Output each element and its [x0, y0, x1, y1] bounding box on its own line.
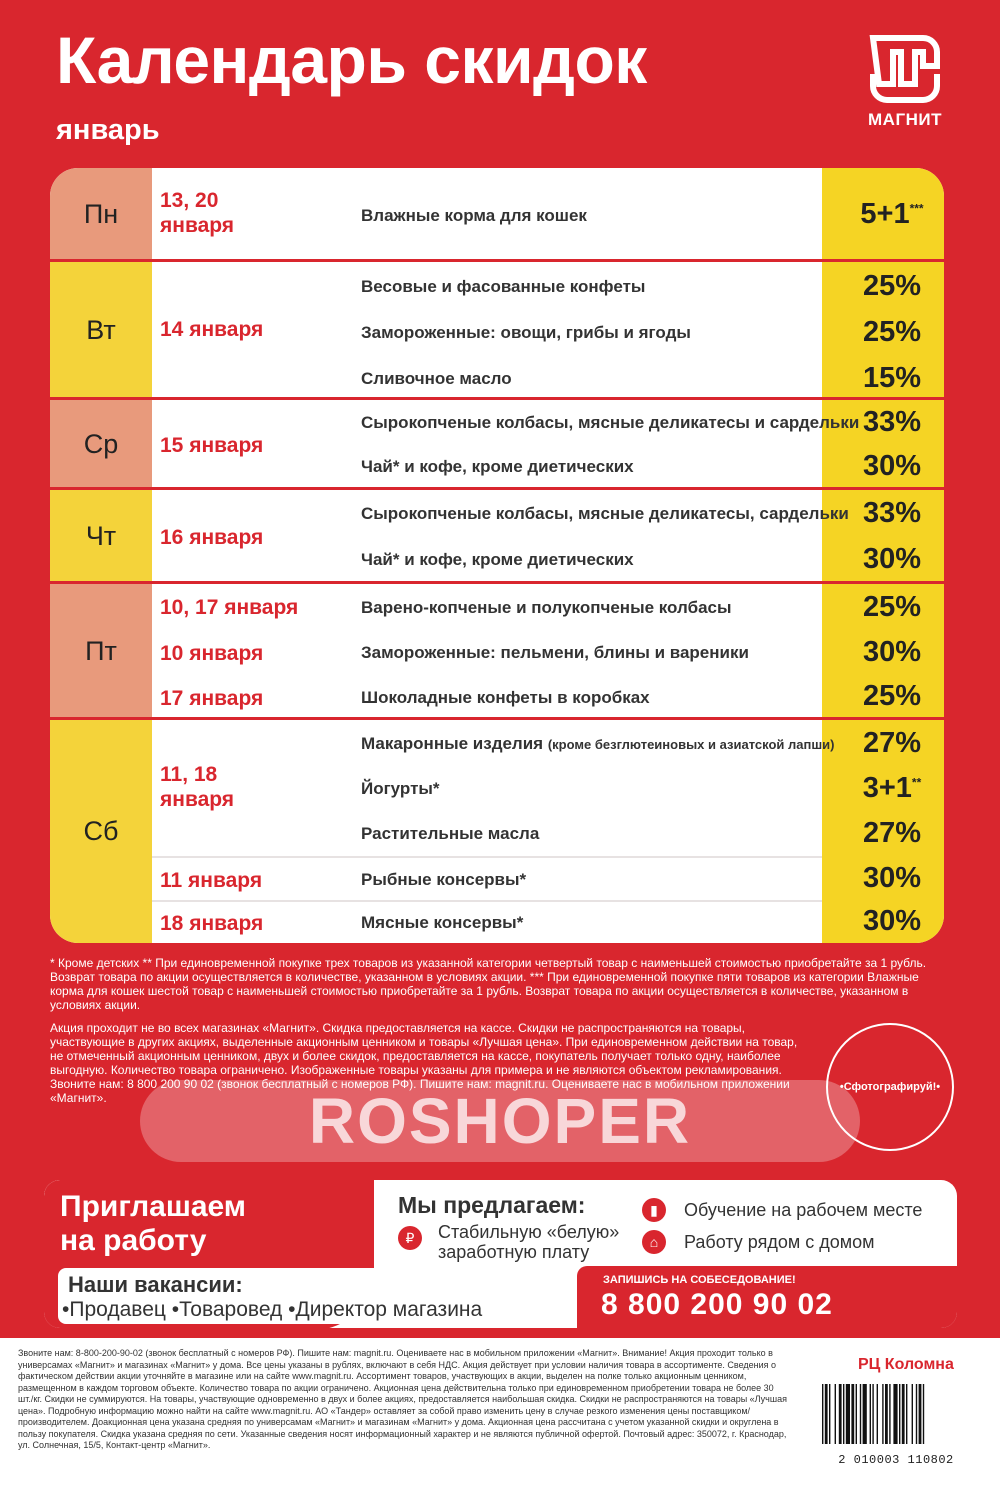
row-discount: 25%	[862, 591, 922, 623]
region-label: РЦ Коломна	[858, 1356, 954, 1373]
day-monday: Пн	[50, 168, 152, 260]
offer-nearby: Работу рядом с домом	[684, 1232, 875, 1252]
salary-icon: ₽	[398, 1226, 422, 1250]
row-product: Растительные масла	[361, 824, 540, 843]
legal-text: Звоните нам: 8-800-200-90-02 (звонок бесплатный с номеров РФ). Пишите нам: magnit.ru. Оцениваете нас в мобильном приложении «Магнит». Внимание! Акция проходит только в универсамах «Магнит» и магазинах «Магнит» у дома. Все цены указаны в рублях, включают в себя НДС. Акция действует при условии наличия товара в ассортименте. Сведения о фактическом действии акции уточняйте в магазине или на сайте www.magnit.ru. Ассортимент товаров, участвующих в акции, выделен на полке только акционным ценником, размещенном в каждом торговом объекте. Количество товара по акции ограничено. Акционная цена действительна только при единовременном приобретении товара не более 30 шт./кг. Скидки не суммируются. На товары, участвующие одновременно в двух и более акциях, предоставляется наибольшая скидка. Скидки не распространяются на товары «Лучшая цена». Подробную информацию можно найти на сайте www.magnit.ru. АО «Тандер» оставляет за собой право изменить цену в случае резкого изменения цены поставщиком/производителем. Доакционная цена указана средняя по универсамам «Магнит» и магазинам «Магнит» у дома. Акционная цена рассчитана с учетом указанной скидки и округлена в пользу покупателя. Скидка указана средняя по сети. Указанные сведения носят информационный характер и не являются публичной офертой. Почтовый адрес: 350072, г. Краснодар, ул. Солнечная, 15/5, Контакт-центр «Магнит».	[18, 1348, 787, 1450]
row-product: Замороженные: овощи, грибы и ягоды	[361, 323, 691, 342]
row-product: Весовые и фасованные конфеты	[361, 277, 646, 296]
row-product: Шоколадные конфеты в коробках	[361, 688, 650, 707]
row-date: 17 января	[160, 687, 264, 710]
row-product: Йогурты*	[361, 779, 440, 798]
table-row	[152, 584, 944, 629]
table-row	[152, 400, 944, 444]
row-discount: 30%	[862, 636, 922, 668]
table-row	[152, 629, 944, 674]
row-date: 14 января	[160, 318, 264, 341]
vacancies-list: •Продавец •Товаровед •Директор магазина	[62, 1298, 483, 1321]
jobs-title	[60, 1190, 246, 1258]
phone-label: ЗАПИШИСЬ НА СОБЕСЕДОВАНИЕ!	[603, 1274, 796, 1286]
magnit-logo-icon	[865, 28, 945, 108]
row-date: 16 января	[160, 526, 264, 549]
photo-badge-text: •Сфотографируй!•	[839, 1081, 941, 1093]
magnit-logo	[855, 28, 955, 130]
row-discount: 25%	[862, 270, 922, 302]
jobs-title-line: на работу	[60, 1224, 207, 1257]
barcode-icon	[818, 1382, 974, 1446]
table-row	[152, 490, 944, 536]
row-discount: 15%	[862, 362, 922, 394]
row-discount: 27%	[862, 727, 922, 759]
table-row	[152, 720, 944, 765]
phone-box	[577, 1266, 957, 1328]
discount-schedule	[50, 168, 944, 943]
table-row	[152, 674, 944, 718]
table-row	[152, 810, 944, 855]
table-row	[152, 444, 944, 488]
phone-number[interactable]: 8 800 200 90 02	[601, 1288, 833, 1321]
day-friday: Пт	[50, 584, 152, 718]
group-friday	[50, 584, 944, 718]
month-label: январь	[56, 114, 160, 146]
row-date: 18 января	[160, 912, 264, 935]
row-product: Чай* и кофе, кроме диетических	[361, 457, 634, 476]
row-product: Замороженные: пельмени, блины и вареники	[361, 643, 749, 662]
row-product: Сырокопченые колбасы, мясные деликатесы и сардельки	[361, 413, 860, 432]
offer-title: Мы предлагаем:	[398, 1192, 586, 1218]
group-wednesday	[50, 400, 944, 488]
table-row	[152, 262, 944, 308]
row-date: 10, 17 января	[160, 596, 299, 619]
table-row	[152, 765, 944, 810]
day-thursday: Чт	[50, 490, 152, 582]
row-product: Влажные корма для кошек	[361, 206, 587, 225]
book-icon: ▮	[642, 1198, 666, 1222]
barcode	[818, 1382, 974, 1467]
row-discount: 25%	[862, 680, 922, 712]
row-discount: 27%	[862, 817, 922, 849]
table-row	[152, 168, 944, 260]
row-date: 10 января	[160, 642, 264, 665]
page-title: Календарь скидок	[56, 23, 647, 97]
row-date: 11, 18 января	[160, 763, 235, 811]
table-row	[152, 858, 944, 901]
row-product: Мясные консервы*	[361, 913, 524, 932]
offer-salary: Стабильную «белую» заработную плату	[438, 1222, 620, 1262]
row-date: 13, 20 января	[160, 189, 235, 237]
group-monday	[50, 168, 944, 260]
row-product: Рыбные консервы*	[361, 870, 527, 889]
row-date: 15 января	[160, 434, 264, 457]
day-wednesday: Ср	[50, 400, 152, 488]
day-saturday: Сб	[50, 720, 152, 943]
row-discount: 5+1***	[860, 198, 924, 230]
row-discount: 30%	[862, 543, 922, 575]
row-discount: 30%	[862, 862, 922, 894]
home-icon: ⌂	[642, 1230, 666, 1254]
group-saturday	[50, 720, 944, 943]
table-row	[152, 536, 944, 582]
vacancies-title: Наши вакансии:	[68, 1272, 243, 1297]
row-discount: 25%	[862, 316, 922, 348]
row-discount: 30%	[862, 450, 922, 482]
row-product: Варено-копченые и полукопченые колбасы	[361, 598, 732, 617]
table-row	[152, 354, 944, 400]
legal-footer	[0, 1338, 1000, 1497]
watermark: ROSHOPER	[140, 1080, 860, 1162]
barcode-number: 2 010003 110802	[838, 1453, 954, 1467]
table-row	[152, 308, 944, 354]
day-tuesday: Вт	[50, 262, 152, 398]
group-tuesday	[50, 262, 944, 398]
group-thursday	[50, 490, 944, 582]
row-discount: 30%	[862, 905, 922, 937]
row-date: 11 января	[160, 869, 263, 892]
offer-training: Обучение на рабочем месте	[684, 1200, 923, 1220]
jobs-banner	[44, 1180, 957, 1328]
row-discount: 3+1**	[862, 772, 922, 804]
table-row	[152, 902, 944, 943]
row-product: Сливочное масло	[361, 369, 512, 388]
logo-text: МАГНИТ	[868, 110, 942, 129]
row-product: Чай* и кофе, кроме диетических	[361, 550, 634, 569]
row-discount: 33%	[862, 406, 922, 438]
row-product: Макаронные изделия (кроме безглютеиновых и азиатской лапши)	[361, 734, 835, 753]
row-product: Сырокопченые колбасы, мясные деликатесы, сардельки	[361, 504, 849, 523]
row-discount: 33%	[862, 497, 922, 529]
jobs-title-line: Приглашаем	[60, 1190, 246, 1223]
vacancies-box	[58, 1268, 613, 1324]
terms-text: Акция проходит не во всех магазинах «Магнит». Скидка предоставляется на кассе. Скидки не распространяются на товары, участвующие в других акциях, выделенные акционным ценником и товары «Лучшая цена». При единовременном действии на товар, не отмеченный акционным ценником, двух и более скидок, предоставляется на кассе, покупатель получает только одну, наиболее выгодную. Количество товара ограничено. Изображенные товары указаны для примера и не являются объектом рекламирования. Звоните нам: 8 800 200 90 02 (звонок бесплатный с номеров РФ). Пишите нам: magnit.ru. Оцениваете нас в мобильном приложении «Магнит».	[50, 1021, 798, 1105]
footnote-text: * Кроме детских ** При единовременной покупке трех товаров из указанной категории четвертый товар с наименьшей стоимостью приобретайте за 1 рубль. Возврат товара по акции осуществляется в количестве, указанном в условиях акции. *** При единовременной покупке пяти товаров из категории Влажные корма для кошек шестой товар с наименьшей стоимостью приобретайте за 1 рубль. Возврат товара по акции осуществляется в количестве, указанном в условиях акции.	[50, 956, 927, 1012]
